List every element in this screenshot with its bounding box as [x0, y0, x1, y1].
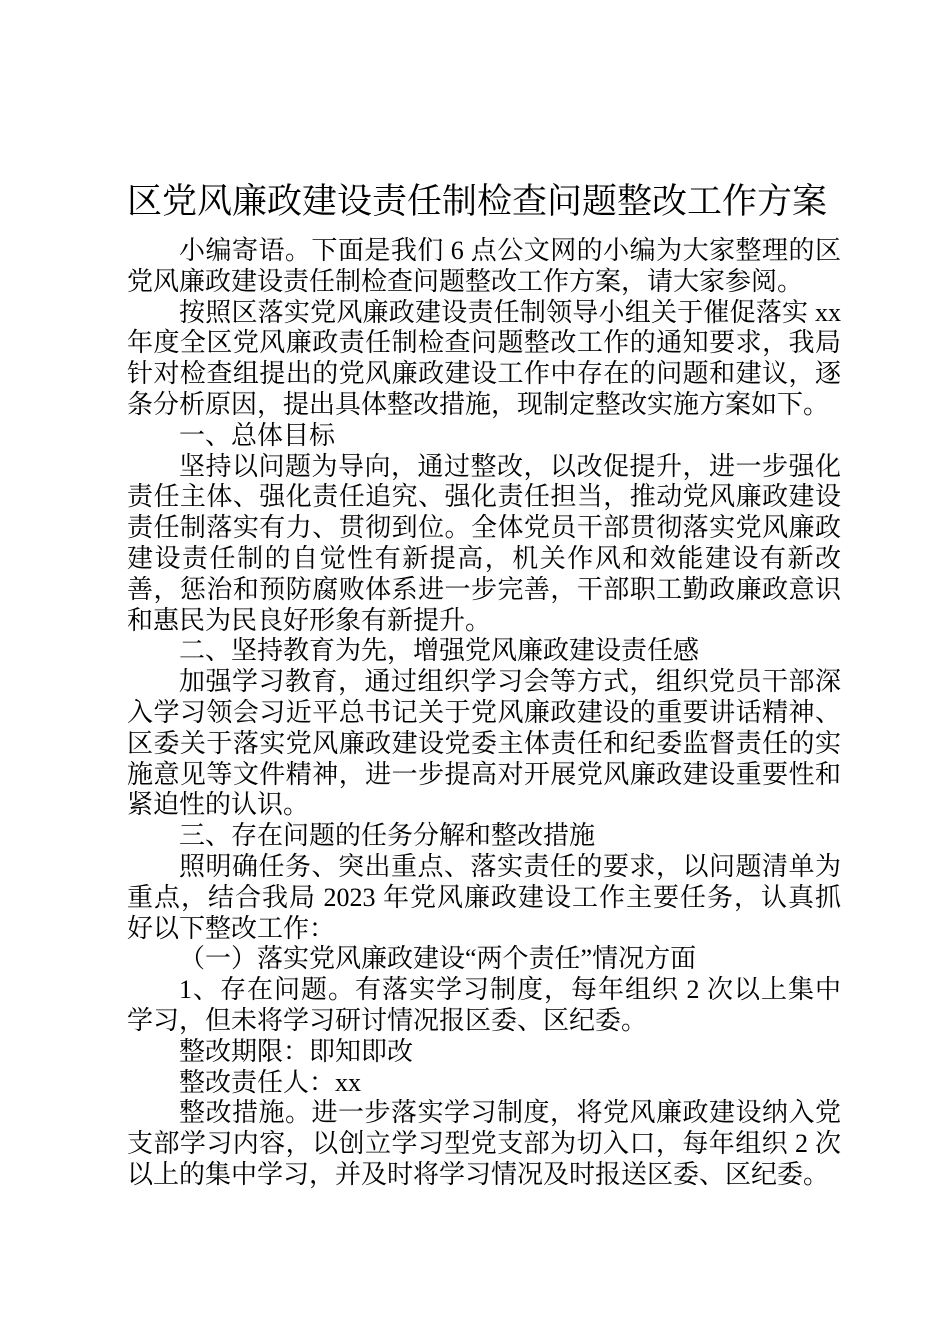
section-heading-2: 二、坚持教育为先，增强党风廉政建设责任感: [179, 636, 700, 666]
document-body: [127, 178, 841, 1191]
section-heading-1: 一、总体目标: [179, 420, 336, 450]
rectify-deadline-line: 整改期限：即知即改: [179, 1036, 414, 1066]
problem-paragraph: 1、存在问题。有落实学习制度，每年组织 2 次以上集中学习，但未将学习研讨情况报区委、区纪委。: [127, 975, 841, 1035]
rectify-responsible-line: 整改责任人：xx: [179, 1067, 362, 1097]
background-paragraph: 按照区落实党风廉政建设责任制领导小组关于催促落实 xx 年度全区党风廉政责任制检查问题整改工作的通知要求，我局针对检查组提出的党风廉政建设工作中存在的问题和建议，逐条分析原因，提出具体整改措施，现制定整改实施方案如下。: [127, 297, 841, 419]
paragraph: 照明确任务、突出重点、落实责任的要求，以问题清单为重点，结合我局 2023 年党风廉政建设工作主要任务，认真抓好以下整改工作：: [127, 851, 841, 943]
section-heading-3: 三、存在问题的任务分解和整改措施: [179, 821, 596, 851]
document-title: 区党风廉政建设责任制检查问题整改工作方案: [127, 182, 828, 221]
paragraph: 加强学习教育，通过组织学习会等方式，组织党员干部深入学习领会习近平总书记关于党风廉政建设的重要讲话精神、区委关于落实党风廉政建设党委主体责任和纪委监督责任的实施意见等文件精神，进一步提高对开展党风廉政建设重要性和紧迫性的认识。: [127, 667, 841, 820]
subsection-heading: （一）落实党风廉政建设“两个责任”情况方面: [179, 944, 697, 974]
rectify-measures-paragraph: 整改措施。进一步落实学习制度，将党风廉政建设纳入党支部学习内容，以创立学习型党支部为切入口，每年组织 2 次以上的集中学习，并及时将学习情况及时报送区委、区纪委。: [127, 1098, 841, 1189]
editor-note-paragraph: 小编寄语。下面是我们 6 点公文网的小编为大家整理的区党风廉政建设责任制检查问题整改工作方案，请大家参阅。: [127, 236, 841, 296]
paragraph: 坚持以问题为导向，通过整改，以改促提升，进一步强化责任主体、强化责任追究、强化责任担当，推动党风廉政建设责任制落实有力、贯彻到位。全体党员干部贯彻落实党风廉政建设责任制的自觉性有新提高，机关作风和效能建设有新改善，惩治和预防腐败体系进一步完善，干部职工勤政廉政意识和惠民为民良好形象有新提升。: [127, 451, 841, 635]
